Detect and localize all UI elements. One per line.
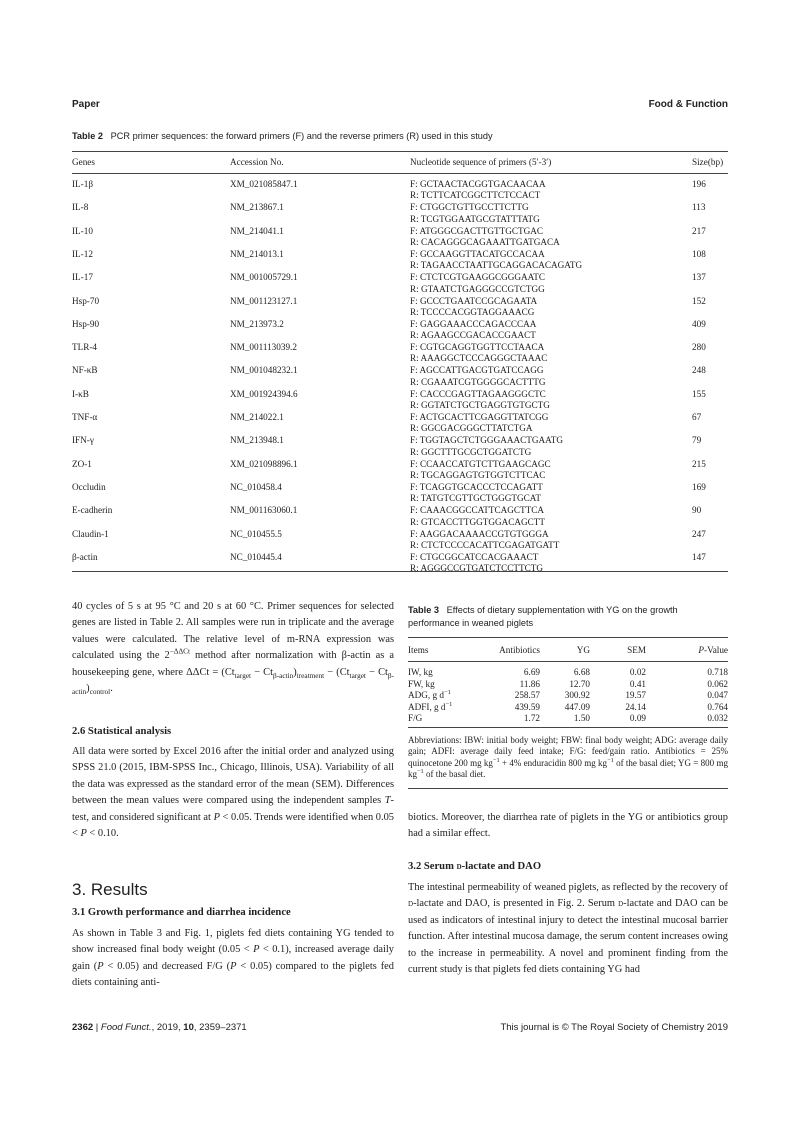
table2-size: 247 (692, 528, 706, 539)
table2-header-size: Size(bp) (692, 157, 724, 167)
table3-yg: 1.50 (573, 713, 590, 724)
table2-size: 155 (692, 388, 706, 399)
table2-accession: NM_001113039.2 (230, 342, 297, 353)
table2-gene: IL-8 (72, 202, 89, 213)
table2-size: 196 (692, 179, 706, 189)
section-2-6-heading: 2.6 Statistical analysis (72, 726, 172, 737)
table2-accession: NM_214013.1 (230, 248, 284, 259)
paragraph-statistics: All data were sorted by Excel 2016 after the initial order and analyzed using SPSS 21.0 (2015, IBM-SPSS Inc., Chicago, Illinois, USA). Variability of all the data was expressed as the standard error of the mean (SEM). Differences between the mean values were compared using the independent samples T-test, and considered significant at P < 0.05. Trends were identified when 0.05 < P < 0.10. (72, 746, 394, 840)
table2-gene: IL-12 (72, 248, 93, 259)
table2-reverse-primer: R: TAGAACCTAATTGCAGGACACAGATG (410, 260, 583, 271)
table2-forward-primer: F: CGTGCAGGTGGTTCCTAACA (410, 342, 545, 353)
table2-gene: Hsp-90 (72, 318, 100, 329)
table2-gene: Claudin-1 (72, 528, 109, 539)
table2-reverse-primer: R: GGTATCTGCTGAGGTGTGCTG (410, 400, 550, 410)
table2-header-genes: Genes (72, 157, 95, 167)
table2-reverse-primer: R: GTAATCTGAGGGCCGTCTGG (410, 283, 545, 294)
table2-gene: I-κB (72, 388, 89, 399)
table2-gene: IL-17 (72, 272, 93, 283)
table2-reverse-primer: R: TCCCCACGGTAGGAAACG (410, 306, 535, 317)
table2-forward-primer: F: AAGGACAAAACCGTGTGGGA (410, 528, 549, 539)
table2-accession: NC_010458.4 (230, 481, 282, 492)
table3-sem: 0.41 (629, 678, 646, 689)
section-3-2-heading: 3.2 Serum d-lactate and DAO (408, 861, 542, 872)
table2-forward-primer: F: CTCTCGTGAAGGCGGGAATC (410, 272, 546, 283)
table2-accession: XM_021098896.1 (230, 458, 298, 469)
table2-accession: NM_213973.2 (230, 318, 284, 329)
table2-size: 137 (692, 272, 706, 283)
table2-size: 108 (692, 248, 706, 259)
table2-size: 248 (692, 365, 706, 376)
table3-header-yg: YG (576, 645, 590, 655)
table3-pvalue: 0.764 (707, 701, 728, 712)
table2-gene: IL-10 (72, 225, 93, 236)
table2-accession: NM_001163060.1 (230, 505, 298, 516)
table2-header-sequence: Nucleotide sequence of primers (5′-3′) (410, 157, 552, 167)
running-header-journal: Food & Function (648, 99, 728, 110)
footer-citation: 2362 | Food Funct., 2019, 10, 2359–2371 (72, 1022, 247, 1033)
table3-caption-text: Effects of dietary supplementation with YG on the growth performance in weaned piglets (408, 605, 678, 628)
section-3-1-heading: 3.1 Growth performance and diarrhea incidence (72, 907, 291, 918)
table3-pvalue: 0.062 (707, 678, 728, 689)
table2-forward-primer: F: GCCAAGGTTACATGCCACAA (410, 248, 545, 259)
table2-accession: NC_010445.4 (230, 551, 282, 562)
table3-yg: 447.09 (564, 701, 590, 712)
table2-size: 215 (692, 458, 706, 469)
running-header-left: Paper (72, 99, 100, 110)
table2-forward-primer: F: ATGGGCGACTTGTTGCTGAC (410, 225, 543, 236)
table2-reverse-primer: R: AGAAGCCGACACCGAACT (410, 330, 536, 341)
table3-antibiotics: 258.57 (514, 690, 540, 701)
table2-size: 113 (692, 202, 706, 213)
table3-item: F/G (408, 713, 423, 724)
table2-gene: β-actin (72, 551, 98, 562)
table2-accession: NM_001123127.1 (230, 295, 298, 306)
table2-reverse-primer: R: GGCTTTGCGCTGGATCTG (410, 446, 532, 457)
table2-size: 147 (692, 551, 706, 562)
table3-item: ADFI, g $d^{-1}$ (408, 700, 453, 712)
table2-accession: NM_214022.1 (230, 412, 284, 422)
table3-pvalue: 0.718 (707, 667, 728, 677)
table3-item: FW, kg (408, 678, 435, 689)
table2-reverse-primer: R: TATGTCGTTGCTGGGTGCAT (410, 493, 542, 504)
table2-forward-primer: F: CTGCGGCATCCACGAAACT (410, 551, 539, 562)
table3-pvalue: 0.032 (707, 713, 728, 724)
table2-accession: XM_021085847.1 (230, 179, 298, 189)
table3-antibiotics: 6.69 (523, 667, 540, 677)
table2-reverse-primer: R: CGAAATCGTGGGGCACTTTG (410, 376, 546, 387)
table2-accession: NM_214041.1 (230, 225, 284, 236)
table2-size: 152 (692, 295, 706, 306)
table2-forward-primer: F: AGCCATTGACGTGATCCAGG (410, 365, 544, 376)
table2-gene: NF-κB (72, 365, 98, 376)
table3-header-antibiotics: Antibiotics (499, 645, 540, 655)
table2-forward-primer: F: TCAGGTGCACCCTCCAGATT (410, 481, 543, 492)
table3-footnote-rule (408, 788, 728, 789)
table2-accession: NM_001048232.1 (230, 365, 298, 376)
table2-size: 169 (692, 481, 706, 492)
table3-header-items: Items (408, 645, 429, 655)
table3-sem: 19.57 (625, 690, 646, 701)
paragraph-diarrhea: biotics. Moreover, the diarrhea rate of piglets in the YG or antibiotics group had a similar effect. (408, 812, 728, 840)
table3-item: ADG, g $d^{-1}$ (408, 689, 451, 701)
table3-sem: 0.09 (629, 713, 646, 724)
table2-forward-primer: F: CTGGCTGTTGCCTTCTTG (410, 202, 529, 213)
table2-gene: TLR-4 (72, 342, 98, 353)
table2-accession: NC_010455.5 (230, 528, 282, 539)
table2-accession: XM_001924394.6 (230, 388, 298, 399)
table2-gene: IL-1β (72, 179, 93, 189)
paragraph-methods-pcr: 40 cycles of 5 s at 95 °C and 20 s at 60 °C. Primer sequences for selected genes are listed in Table 2. All samples were run in triplicate and the average values were calculated. The relative level of m-RNA expression was calculated using the $2^{-\Delta\Delta Ct}$ method after normalization with β-actin as a housekeeping gene, where $\Delta\Delta Ct = (Ct_{target} - Ct_{\beta-actin})_{treatment} - (Ct_{target} - Ct_{\beta-actin})_{control}$. (72, 601, 395, 697)
table2-accession: NM_001005729.1 (230, 272, 298, 283)
table3-antibiotics: 1.72 (523, 713, 540, 724)
table2-forward-primer: F: GCCCTGAATCCGCAGAATA (410, 295, 538, 306)
table2-reverse-primer: R: TCGTGGAATGCGTATTTATG (410, 213, 540, 224)
table2-reverse-primer: R: TCTTCATCGGCTTCTCCACT (410, 190, 541, 201)
table3-antibiotics: 11.86 (519, 678, 540, 689)
table2-gene: Occludin (72, 481, 106, 492)
table2-size: 409 (692, 318, 706, 329)
table2-reverse-primer: R: CTCTCCCCACATTCGAGATGATT (410, 539, 560, 550)
table2-reverse-primer: R: CACAGGGCAGAAATTGATGACA (410, 236, 560, 247)
table3-yg: 6.68 (573, 667, 590, 677)
table2-reverse-primer: R: TGCAGGAGTGTGGTCTTCAC (410, 469, 546, 480)
table3-sem: 0.02 (629, 667, 646, 677)
table2-size: 217 (692, 225, 706, 236)
table2-reverse-primer: R: AAAGGCTCCCAGGGCTAAAC (410, 353, 548, 364)
table2-gene: TNF-α (72, 412, 98, 422)
table3-antibiotics: 439.59 (514, 701, 540, 712)
table2-label: Table 2 (72, 131, 103, 141)
section-3-heading: 3. Results (72, 880, 148, 899)
table3-sem: 24.14 (625, 701, 646, 712)
table3-pvalue: 0.047 (707, 690, 728, 701)
table3-yg: 300.92 (564, 690, 590, 701)
table2-size: 280 (692, 342, 706, 353)
table2-size: 67 (692, 412, 702, 422)
table2-accession: NM_213948.1 (230, 435, 284, 446)
table3-header-pvalue: P-Value (698, 645, 728, 655)
table2-size: 90 (692, 505, 702, 516)
table3-yg: 12.70 (569, 678, 590, 689)
table2-gene: E-cadherin (72, 505, 113, 516)
table2-reverse-primer: R: AGGGCCGTGATCTCCTTCTG (410, 563, 543, 574)
table2-gene: IFN-γ (72, 435, 94, 446)
table2-forward-primer: F: CCAACCATGTCTTGAAGCAGC (410, 458, 551, 469)
table3-item: IW, kg (408, 667, 433, 677)
footer-copyright: This journal is © The Royal Society of Chemistry 2019 (500, 1022, 728, 1033)
table3-header-rule (408, 661, 728, 662)
table2-header-accession: Accession No. (230, 157, 284, 167)
page-number: 2362 (72, 1022, 94, 1033)
table2-gene: Hsp-70 (72, 295, 100, 306)
table2-reverse-primer: R: GGCGACGGGCTTATCTGA (410, 423, 533, 434)
table2-forward-primer: F: GCTAACTACGGTGACAACAA (410, 179, 546, 189)
table2-caption-text: PCR primer sequences: the forward primers (F) and the reverse primers (R) used in this study (110, 131, 493, 141)
table2-accession: NM_213867.1 (230, 202, 284, 213)
table3-header-sem: SEM (627, 645, 646, 655)
paragraph-growth-performance: As shown in Table 3 and Fig. 1, piglets fed diets containing YG tended to show increased final body weight (0.05 < P < 0.1), increased average daily gain (P < 0.05) and decreased F/G (P < 0.05) compared to the piglets fed diets containing anti- (72, 928, 394, 989)
table2-forward-primer: F: CAAACGGCCATTCAGCTTCA (410, 505, 544, 516)
table2-forward-primer: F: TGGTAGCTCTGGGAAACTGAATG (410, 435, 563, 446)
table2-size: 79 (692, 435, 702, 446)
table3-bottom-rule (408, 727, 728, 728)
paragraph-serum-dlactate: The intestinal permeability of weaned piglets, as reflected by the recovery of d-lactate and DAO, is presented in Fig. 2. Serum d-lactate and DAO can be used as indicators of intestinal injury to detect the intestinal mucosal barrier function. After intestinal mucosa damage, the serum content increases owing to the increase in permeability. A novel and prominent finding from the current study is that piglets fed diets containing YG had (408, 882, 728, 976)
table2-forward-primer: F: GAGGAAACCCAGACCCAA (410, 318, 537, 329)
table2-forward-primer: F: CACCCGAGTTAGAAGGGCTC (410, 388, 546, 399)
table3-footnote: Abbreviations: IBW: initial body weight; FBW: final body weight; ADG: average daily gain; ADFI: average daily feed intake; F/G: feed/gain ratio. Antibiotics = 25% quinocetone 200 mg $kg^{-1} + 4\%$ enduracidin 800 mg $kg^{-1}$ of the basal diet; YG = 800 mg $kg^{-1}$ of the basal diet. (408, 735, 728, 780)
table2-forward-primer: F: ACTGCACTTCGAGGTTATCGG (410, 412, 549, 422)
table2-gene: ZO-1 (72, 458, 92, 469)
table2-reverse-primer: R: GTCACCTTGGTGGACAGCTT (410, 516, 546, 527)
table3-label: Table 3 (408, 605, 439, 615)
